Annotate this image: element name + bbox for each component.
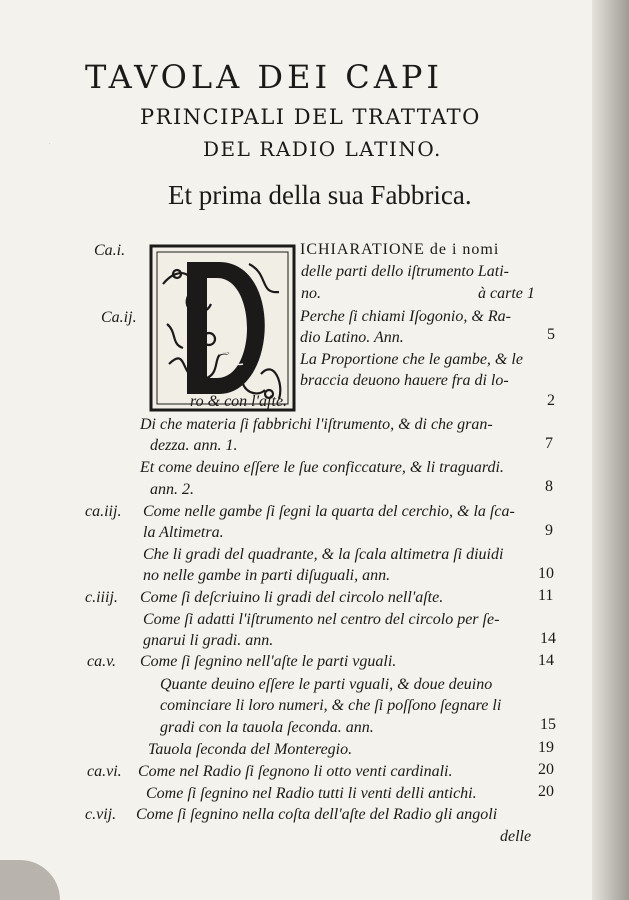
chapter-label-3: ca.iij. <box>85 503 122 520</box>
page-number: 10 <box>538 565 554 582</box>
entry-line: dezza. ann. 1. <box>150 437 238 454</box>
entry-line: Come ſi ſegnino nella coſta dell'aſte del Radio gli angoli <box>136 806 498 823</box>
page-number: 7 <box>545 435 553 452</box>
entry-line: Che li gradi del quadrante, & la ſcala altimetra ſi diuidi <box>143 546 504 563</box>
chapter-label-2: Ca.ij. <box>101 309 137 326</box>
entry-line: cominciare li loro numeri, & che ſi poſſono ſegnare li <box>160 697 502 714</box>
entry-line: delle parti dello iſtrumento Lati- <box>301 263 509 280</box>
title-line-2: PRINCIPALI DEL TRATTATO <box>140 105 481 129</box>
entry-line: ro & con l'aſte. <box>190 393 288 410</box>
entry-line: Come ſi ſegnino nel Radio tutti li venti delli antichi. <box>146 785 477 802</box>
entry-line: Come nelle gambe ſi ſegni la quarta del cerchio, & la ſca- <box>143 503 515 520</box>
chapter-label-5: ca.v. <box>87 653 117 670</box>
page-number: 20 <box>538 783 554 800</box>
entry-line: la Altimetra. <box>143 524 224 541</box>
page-number: 15 <box>540 716 556 733</box>
page-number: 2 <box>547 392 555 409</box>
entry-line: delle <box>500 828 532 845</box>
chapter-label-6: ca.vi. <box>87 763 122 780</box>
entry-line: gradi con la tauola ſeconda. ann. <box>160 719 374 736</box>
entry-line: braccia deuono hauere fra di lo- <box>300 372 509 389</box>
chapter-label-7: c.vij. <box>85 806 117 823</box>
entry-line: dio Latino. Ann. <box>300 329 404 346</box>
entry-line: Et come deuino eſſere le ſue conficcature, & li traguardi. <box>140 459 504 476</box>
subtitle: Et prima della sua Fabbrica. <box>168 180 472 210</box>
page-number: 5 <box>547 326 555 343</box>
entry-line: La Proportione che le gambe, & le <box>300 351 523 368</box>
page-number: 8 <box>545 478 553 495</box>
entry-line: no. <box>301 285 321 302</box>
page-number: 11 <box>538 587 554 604</box>
entry-line: Come ſi deſcriuino li gradi del circolo nell'aſte. <box>140 589 444 606</box>
entry-line: ICHIARATIONE de i nomi <box>300 241 500 258</box>
title-line-3: DEL RADIO LATINO. <box>203 137 442 161</box>
page-number: 19 <box>538 739 554 756</box>
entry-line: gnarui li gradi. ann. <box>143 632 274 649</box>
entry-line: Tauola ſeconda del Monteregio. <box>148 741 353 758</box>
entry-line: Come nel Radio ſi ſegnono li otto venti cardinali. <box>138 763 453 780</box>
entry-line: no nelle gambe in parti diſuguali, ann. <box>143 567 391 584</box>
entry-line: Quante deuino eſſere le parti vguali, & doue deuino <box>160 676 493 693</box>
entry-line: ann. 2. <box>150 481 194 498</box>
page-number: 9 <box>545 522 553 539</box>
page-edge-shadow <box>592 0 629 900</box>
chapter-label-1: Ca.i. <box>94 242 126 259</box>
initial-letter: D <box>49 144 50 145</box>
page-number: 20 <box>538 761 554 778</box>
title-line-1: TAVOLA DEI CAPI <box>85 58 444 96</box>
entry-line: Come ſi adatti l'iſtrumento nel centro del circolo per ſe- <box>143 611 500 628</box>
page-number: 14 <box>540 630 556 647</box>
entry-line: Perche ſi chiami Iſogonio, & Ra- <box>300 308 511 325</box>
page-number: 14 <box>538 652 554 669</box>
chapter-label-4: c.iiij. <box>85 589 118 606</box>
entry-line: Di che materia ſi fabbrichi l'iſtrumento, & di che gran- <box>140 416 493 433</box>
entry-line: Come ſi ſegnino nell'aſte le parti vguali. <box>140 653 397 670</box>
entry-line: à carte 1 <box>478 285 535 302</box>
